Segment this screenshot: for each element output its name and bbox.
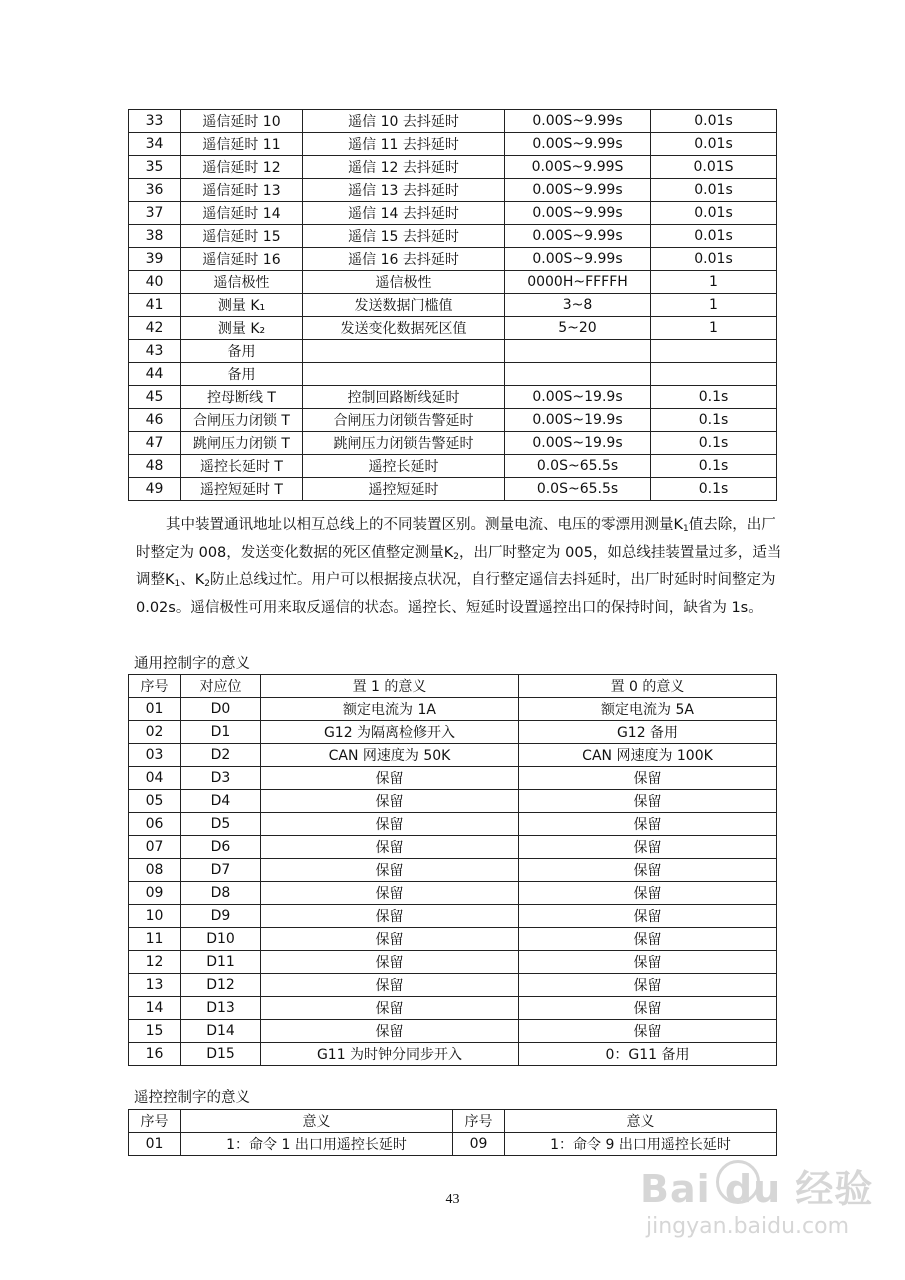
- header-cell: 序号: [453, 1110, 505, 1133]
- table-cell-step: 0.01s: [651, 110, 777, 133]
- table-cell-set0: 保留: [519, 836, 777, 859]
- table-cell-meaning-a: 1：命令 1 出口用遥控长延时: [181, 1133, 453, 1156]
- table-cell-bit: D4: [181, 790, 261, 813]
- table-cell-step: 0.1s: [651, 432, 777, 455]
- table-row: [129, 156, 777, 179]
- table-row: [129, 905, 777, 928]
- table-cell-step: 1: [651, 317, 777, 340]
- table-cell-range: [505, 363, 651, 386]
- table-cell-no: 15: [129, 1020, 181, 1043]
- table-cell-bit: D1: [181, 721, 261, 744]
- table-cell-desc: 发送数据门槛值: [303, 294, 505, 317]
- table-cell-bit: D5: [181, 813, 261, 836]
- table-cell-name: 遥控长延时 T: [181, 455, 303, 478]
- table-cell-no: 05: [129, 790, 181, 813]
- table-cell-name: 遥控短延时 T: [181, 478, 303, 501]
- table-cell-desc: 遥信 13 去抖延时: [303, 179, 505, 202]
- header-cell: 序号: [129, 675, 181, 698]
- table-cell-desc: 遥信 10 去抖延时: [303, 110, 505, 133]
- table-cell-step: 0.01s: [651, 179, 777, 202]
- table-cell-no: 11: [129, 928, 181, 951]
- table-cell-set0: 保留: [519, 1020, 777, 1043]
- table-cell-set0: 保留: [519, 997, 777, 1020]
- table-cell-set0: 保留: [519, 974, 777, 997]
- baidu-jingyan-watermark: [640, 1158, 880, 1248]
- table-cell-desc: [303, 363, 505, 386]
- table-cell-name: 跳闸压力闭锁 T: [181, 432, 303, 455]
- header-cell: 意义: [505, 1110, 777, 1133]
- table-cell-no: 07: [129, 836, 181, 859]
- table-cell-no: 12: [129, 951, 181, 974]
- table-cell-bit: D14: [181, 1020, 261, 1043]
- table-cell-no: 01: [129, 698, 181, 721]
- table-row: [129, 271, 777, 294]
- table-cell-range: 0.00S~9.99s: [505, 110, 651, 133]
- general-control-table: [128, 674, 777, 1066]
- table-cell-bit: D6: [181, 836, 261, 859]
- table-cell-step: [651, 363, 777, 386]
- table-cell-step: 0.01s: [651, 225, 777, 248]
- table-cell-range: 0.00S~9.99s: [505, 202, 651, 225]
- header-cell: 意义: [181, 1110, 453, 1133]
- table-cell-step: 0.1s: [651, 409, 777, 432]
- table-cell-set0: 0：G11 备用: [519, 1043, 777, 1066]
- header-cell: 置 1 的意义: [261, 675, 519, 698]
- table-cell-name: 遥信极性: [181, 271, 303, 294]
- header-cell: 对应位: [181, 675, 261, 698]
- subscript: 1: [683, 524, 689, 534]
- table-row: [129, 997, 777, 1020]
- table-cell-range: [505, 340, 651, 363]
- table-cell-set0: 保留: [519, 859, 777, 882]
- table-cell-no: 47: [129, 432, 181, 455]
- table-cell-no: 09: [129, 882, 181, 905]
- table-cell-name: 遥信延时 10: [181, 110, 303, 133]
- table-cell-no: 46: [129, 409, 181, 432]
- table-row: [129, 386, 777, 409]
- table-cell-desc: 遥信 11 去抖延时: [303, 133, 505, 156]
- table-cell-bit: D7: [181, 859, 261, 882]
- table-cell-step: 0.1s: [651, 386, 777, 409]
- table-cell-no: 03: [129, 744, 181, 767]
- table-cell-set1: 保留: [261, 813, 519, 836]
- table-cell-no: 33: [129, 110, 181, 133]
- table-row: [129, 836, 777, 859]
- table-row: [129, 455, 777, 478]
- table-row: [129, 110, 777, 133]
- table-cell-step: 0.1s: [651, 478, 777, 501]
- table-cell-no: 35: [129, 156, 181, 179]
- table-cell-desc: 合闸压力闭锁告警延时: [303, 409, 505, 432]
- table-cell-set1: 保留: [261, 767, 519, 790]
- table-cell-desc: 遥控短延时: [303, 478, 505, 501]
- table-cell-bit: D2: [181, 744, 261, 767]
- table-cell-no: 40: [129, 271, 181, 294]
- watermark-logo: Bai du 经验: [640, 1167, 874, 1211]
- general-control-table-body: [129, 698, 777, 1066]
- table-cell-set1: 保留: [261, 1020, 519, 1043]
- table-row: [129, 179, 777, 202]
- table-cell-no-b: 09: [453, 1133, 505, 1156]
- table-cell-step: [651, 340, 777, 363]
- table-cell-desc: 遥信 15 去抖延时: [303, 225, 505, 248]
- table-cell-no: 43: [129, 340, 181, 363]
- table-cell-set1: 保留: [261, 882, 519, 905]
- table-cell-set0: 保留: [519, 951, 777, 974]
- table-cell-desc: 遥信 12 去抖延时: [303, 156, 505, 179]
- table-cell-range: 0000H~FFFFH: [505, 271, 651, 294]
- table-cell-name: 遥信延时 14: [181, 202, 303, 225]
- subscript: 1: [174, 579, 181, 589]
- table-cell-set0: 保留: [519, 928, 777, 951]
- table-row: [129, 432, 777, 455]
- table-cell-step: 0.01s: [651, 248, 777, 271]
- table-cell-desc: 遥信 16 去抖延时: [303, 248, 505, 271]
- table-cell-range: 3~8: [505, 294, 651, 317]
- table-cell-no: 08: [129, 859, 181, 882]
- table-cell-bit: D10: [181, 928, 261, 951]
- table-cell-name: 测量 K₁: [181, 294, 303, 317]
- table-cell-no: 06: [129, 813, 181, 836]
- table-cell-bit: D12: [181, 974, 261, 997]
- table-cell-no: 37: [129, 202, 181, 225]
- paw-icon: [716, 1160, 760, 1204]
- table-row: [129, 744, 777, 767]
- table-cell-range: 0.00S~19.9s: [505, 386, 651, 409]
- table-cell-set1: 额定电流为 1A: [261, 698, 519, 721]
- table-row: [129, 951, 777, 974]
- table-cell-bit: D13: [181, 997, 261, 1020]
- table-cell-step: 0.01s: [651, 202, 777, 225]
- table-cell-range: 0.00S~9.99s: [505, 225, 651, 248]
- table-cell-range: 5~20: [505, 317, 651, 340]
- table-cell-set1: 保留: [261, 836, 519, 859]
- subscript: 2: [453, 551, 460, 562]
- table-cell-no: 02: [129, 721, 181, 744]
- table-cell-set1: 保留: [261, 997, 519, 1020]
- table-cell-name: 控母断线 T: [181, 386, 303, 409]
- table-cell-desc: 遥控长延时: [303, 455, 505, 478]
- table-row: [129, 409, 777, 432]
- paragraph-text: 防止总线过忙。用户可以根据接点状况，自行整定遥信去抖延时，出厂时延时时间整定为 0.02s。遥信极性可用来取反遥信的状态。遥控长、短延时设置遥控出口的保持时间，缺省为 1s。: [136, 572, 776, 616]
- table-cell-range: 0.00S~9.99s: [505, 248, 651, 271]
- table-row: [129, 882, 777, 905]
- table-row: [129, 225, 777, 248]
- table-cell-set1: 保留: [261, 928, 519, 951]
- settings-table: [128, 109, 777, 501]
- table-cell-set0: G12 备用: [519, 721, 777, 744]
- table-row: [129, 767, 777, 790]
- table-row: [129, 133, 777, 156]
- description-paragraph: [136, 514, 786, 620]
- table-cell-no: 41: [129, 294, 181, 317]
- table-row: [129, 340, 777, 363]
- table-row: [129, 698, 777, 721]
- table-cell-name: 备用: [181, 340, 303, 363]
- table-cell-no: 36: [129, 179, 181, 202]
- table-cell-bit: D8: [181, 882, 261, 905]
- table-row: [129, 1020, 777, 1043]
- paragraph-text: ，出厂时整定为 005，如总线挂装置量过多，适当调整K: [136, 544, 782, 588]
- table-cell-set1: G11 为时钟分同步开入: [261, 1043, 519, 1066]
- subscript: 2: [204, 579, 210, 589]
- table-cell-desc: [303, 340, 505, 363]
- table-row: [129, 478, 777, 501]
- table-cell-bit: D3: [181, 767, 261, 790]
- table-cell-set0: 保留: [519, 905, 777, 928]
- table-cell-range: 0.0S~65.5s: [505, 478, 651, 501]
- table-row: [129, 248, 777, 271]
- table-cell-set1: 保留: [261, 859, 519, 882]
- table-cell-desc: 控制回路断线延时: [303, 386, 505, 409]
- table-cell-set1: 保留: [261, 790, 519, 813]
- table-cell-set0: 保留: [519, 767, 777, 790]
- table-row: [129, 1133, 777, 1156]
- table-cell-bit: D9: [181, 905, 261, 928]
- table-cell-no: 16: [129, 1043, 181, 1066]
- table-cell-no: 48: [129, 455, 181, 478]
- table-cell-set1: G12 为隔离检修开入: [261, 721, 519, 744]
- remote-control-table: [128, 1109, 777, 1156]
- table-cell-set0: 额定电流为 5A: [519, 698, 777, 721]
- table-row: [129, 202, 777, 225]
- table-cell-bit: D0: [181, 698, 261, 721]
- table-cell-set0: CAN 网速度为 100K: [519, 744, 777, 767]
- table-cell-name: 备用: [181, 363, 303, 386]
- table-cell-range: 0.00S~9.99s: [505, 179, 651, 202]
- table-cell-name: 遥信延时 12: [181, 156, 303, 179]
- table-cell-range: 0.00S~19.9s: [505, 432, 651, 455]
- table-row: [129, 974, 777, 997]
- paragraph-text: 值去除，出厂时整定为 008，发送变化数据的死区值整定测量K: [136, 517, 776, 561]
- table-cell-bit: D15: [181, 1043, 261, 1066]
- table-row: [129, 859, 777, 882]
- table-cell-name: 遥信延时 11: [181, 133, 303, 156]
- table-cell-no: 13: [129, 974, 181, 997]
- page-number: 43: [445, 1192, 460, 1207]
- table-cell-set0: 保留: [519, 790, 777, 813]
- settings-table-body: [129, 110, 777, 501]
- table-cell-name: 合闸压力闭锁 T: [181, 409, 303, 432]
- table-cell-no-a: 01: [129, 1133, 181, 1156]
- table-cell-meaning-b: 1：命令 9 出口用遥控长延时: [505, 1133, 777, 1156]
- table-cell-step: 0.01s: [651, 133, 777, 156]
- remote-control-table-body: [129, 1133, 777, 1156]
- table-cell-step: 1: [651, 294, 777, 317]
- table-cell-no: 38: [129, 225, 181, 248]
- table-cell-name: 遥信延时 13: [181, 179, 303, 202]
- table-row: [129, 813, 777, 836]
- table-cell-desc: 遥信 14 去抖延时: [303, 202, 505, 225]
- remote-control-caption: 遥控控制字的意义: [134, 1090, 250, 1106]
- table-cell-step: 0.1s: [651, 455, 777, 478]
- table-cell-name: 遥信延时 16: [181, 248, 303, 271]
- watermark-url: jingyan.baidu.com: [646, 1214, 850, 1239]
- table-cell-range: 0.00S~9.99s: [505, 133, 651, 156]
- table-row: [129, 1043, 777, 1066]
- table-cell-range: 0.00S~9.99S: [505, 156, 651, 179]
- table-cell-no: 34: [129, 133, 181, 156]
- table-cell-no: 44: [129, 363, 181, 386]
- table-cell-range: 0.00S~19.9s: [505, 409, 651, 432]
- table-row: [129, 317, 777, 340]
- table-cell-bit: D11: [181, 951, 261, 974]
- table-cell-desc: 跳闸压力闭锁告警延时: [303, 432, 505, 455]
- table-cell-no: 42: [129, 317, 181, 340]
- paragraph-text: 、K: [180, 572, 205, 588]
- header-cell: 序号: [129, 1110, 181, 1133]
- table-cell-no: 04: [129, 767, 181, 790]
- table-cell-no: 14: [129, 997, 181, 1020]
- table-cell-no: 49: [129, 478, 181, 501]
- table-cell-set0: 保留: [519, 813, 777, 836]
- table-cell-step: 0.01S: [651, 156, 777, 179]
- table-cell-set1: 保留: [261, 974, 519, 997]
- table-row: [129, 721, 777, 744]
- table-row: [129, 928, 777, 951]
- table-cell-name: 测量 K₂: [181, 317, 303, 340]
- table-cell-desc: 发送变化数据死区值: [303, 317, 505, 340]
- header-cell: 置 0 的意义: [519, 675, 777, 698]
- table-cell-desc: 遥信极性: [303, 271, 505, 294]
- table-cell-step: 1: [651, 271, 777, 294]
- table-cell-no: 39: [129, 248, 181, 271]
- table-cell-set1: 保留: [261, 951, 519, 974]
- table-row: [129, 363, 777, 386]
- general-control-caption: 通用控制字的意义: [134, 656, 250, 672]
- table-cell-no: 10: [129, 905, 181, 928]
- table-row: [129, 294, 777, 317]
- table-cell-range: 0.0S~65.5s: [505, 455, 651, 478]
- table-header-row: [129, 675, 777, 698]
- table-cell-set1: 保留: [261, 905, 519, 928]
- paragraph-text: 其中装置通讯地址以相互总线上的不同装置区别。测量电流、电压的零漂用测量K: [166, 517, 684, 533]
- table-row: [129, 790, 777, 813]
- table-cell-no: 45: [129, 386, 181, 409]
- table-header-row: [129, 1110, 777, 1133]
- table-cell-set0: 保留: [519, 882, 777, 905]
- table-cell-set1: CAN 网速度为 50K: [261, 744, 519, 767]
- table-cell-name: 遥信延时 15: [181, 225, 303, 248]
